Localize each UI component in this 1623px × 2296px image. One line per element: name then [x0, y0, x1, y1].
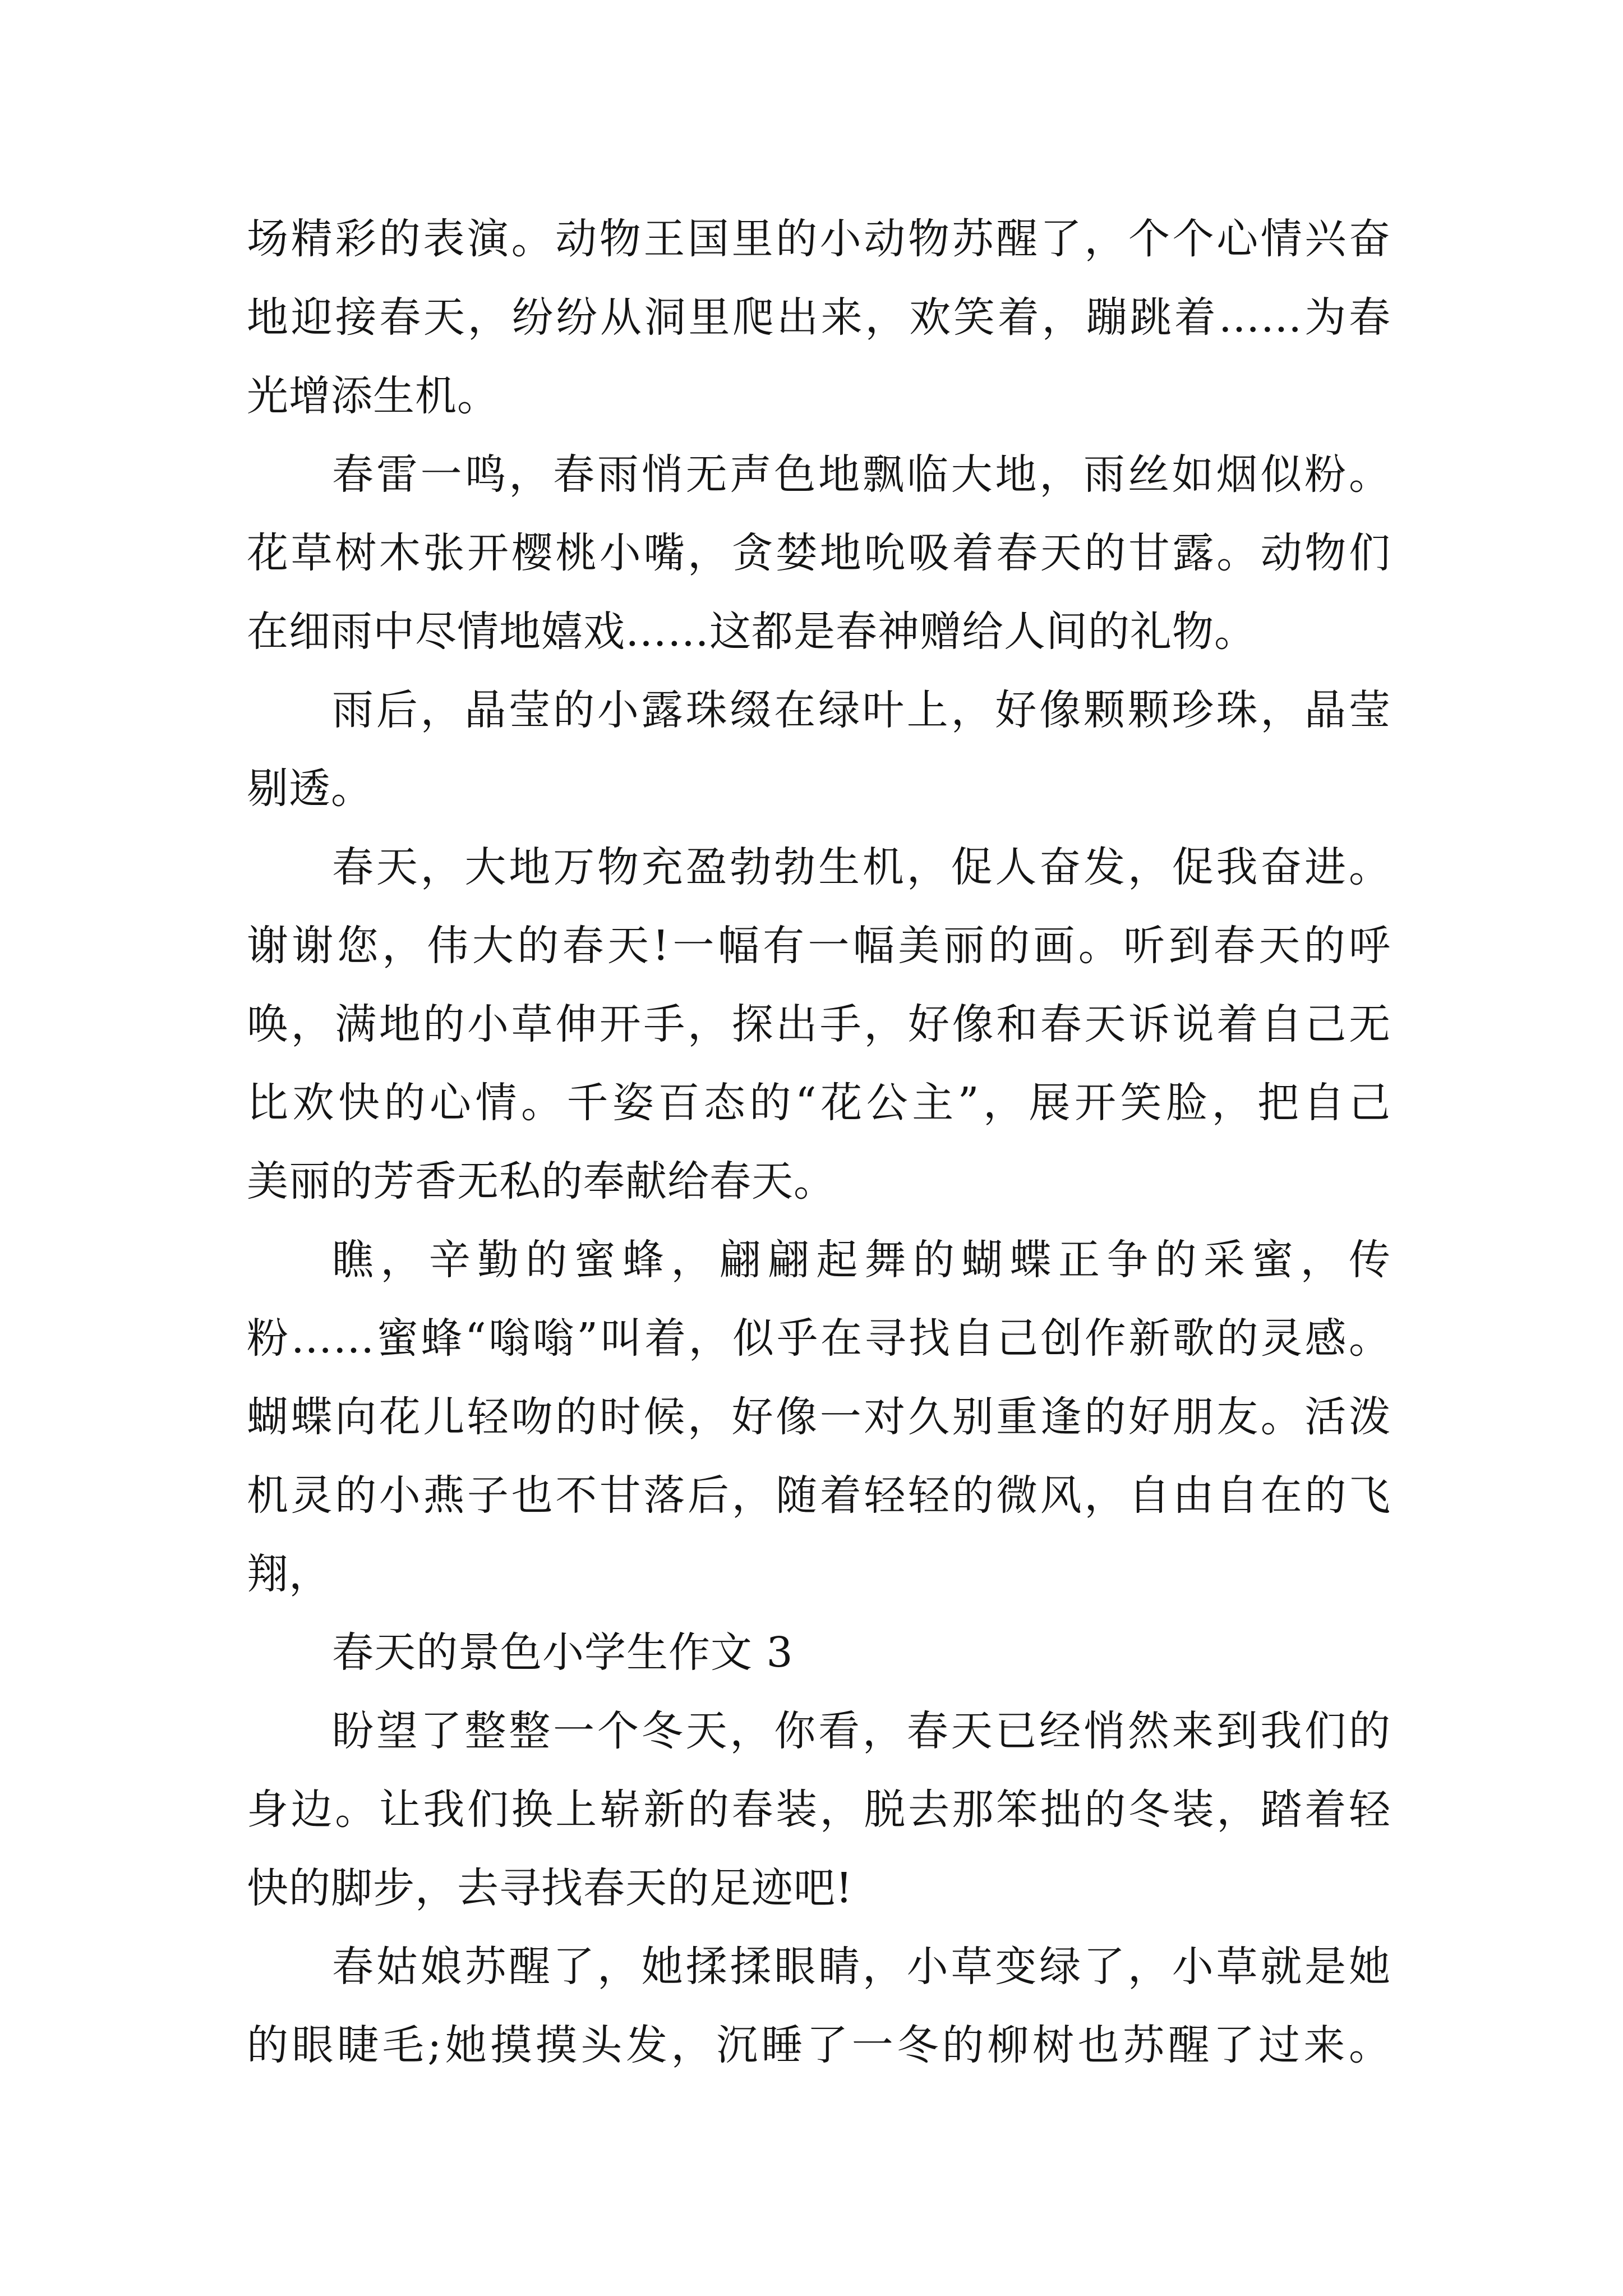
text-line: 剔透。 — [247, 765, 373, 813]
essay-body — [247, 200, 1391, 2085]
text-line: 在细雨中尽情地嬉戏……这都是春神赠给人间的礼物。 — [247, 608, 1256, 656]
text-line: 比欢快的心情。千姿百态的“花公主”，展开笑脸，把自己 — [247, 1079, 1391, 1127]
text-line: 粉……蜜蜂“嗡嗡”叫着，似乎在寻找自己创作新歌的灵感。 — [247, 1314, 1391, 1363]
text-line: 场精彩的表演。动物王国里的小动物苏醒了，个个心情兴奋 — [247, 215, 1391, 263]
paragraph-start-line: 盼望了整整一个冬天，你看，春天已经悄然来到我们的 — [332, 1707, 1391, 1755]
text-line: 快的脚步，去寻找春天的足迹吧! — [247, 1864, 853, 1912]
paragraph-start-line: 春天，大地万物充盈勃勃生机，促人奋发，促我奋进。 — [332, 843, 1391, 891]
text-line: 花草树木张开樱桃小嘴，贪婪地吮吸着春天的甘露。动物们 — [247, 529, 1391, 577]
text-line: 机灵的小燕子也不甘落后，随着轻轻的微风，自由自在的飞 — [247, 1471, 1391, 1520]
paragraph-start-line: 雨后，晶莹的小露珠缀在绿叶上，好像颗颗珍珠，晶莹 — [332, 686, 1391, 734]
text-line: 谢谢您，伟大的春天!一幅有一幅美丽的画。听到春天的呼 — [247, 922, 1391, 970]
text-line: 唤，满地的小草伸开手，探出手，好像和春天诉说着自己无 — [247, 1000, 1391, 1048]
text-line: 的眼睫毛;她摸摸头发，沉睡了一冬的柳树也苏醒了过来。 — [247, 2021, 1391, 2069]
section-heading: 春天的景色小学生作文 3 — [332, 1628, 794, 1677]
text-line: 光增添生机。 — [247, 372, 499, 420]
text-line: 身边。让我们换上崭新的春装，脱去那笨拙的冬装，踏着轻 — [247, 1786, 1391, 1834]
paragraph-start-line: 春雷一鸣，春雨悄无声色地飘临大地，雨丝如烟似粉。 — [332, 450, 1391, 499]
text-line: 翔， — [247, 1550, 331, 1598]
text-line: 美丽的芳香无私的奉献给春天。 — [247, 1157, 836, 1205]
paragraph-start-line: 瞧，辛勤的蜜蜂，翩翩起舞的蝴蝶正争的采蜜，传 — [332, 1236, 1391, 1284]
paragraph-start-line: 春姑娘苏醒了，她揉揉眼睛，小草变绿了，小草就是她 — [332, 1943, 1391, 1991]
text-line: 地迎接春天，纷纷从洞里爬出来，欢笑着，蹦跳着……为春 — [247, 293, 1391, 342]
text-line: 蝴蝶向花儿轻吻的时候，好像一对久别重逢的好朋友。活泼 — [247, 1393, 1391, 1441]
